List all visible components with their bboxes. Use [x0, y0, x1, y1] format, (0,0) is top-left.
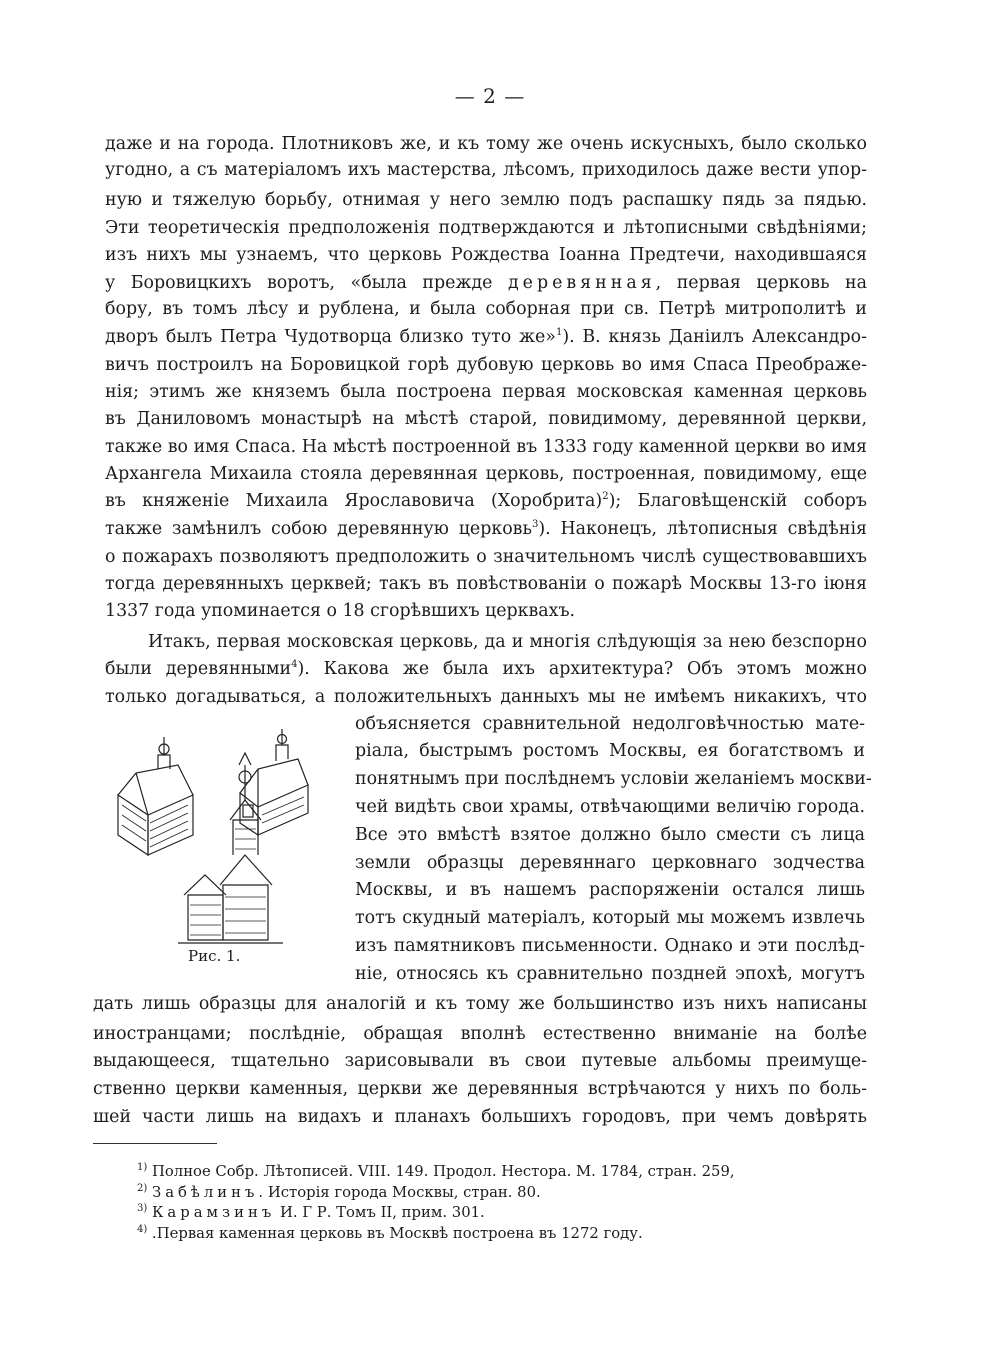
text-line: понятнымъ при послѣднемъ условіи желаніемъ москви- [355, 769, 872, 789]
footnote-mark: 3) [137, 1203, 148, 1215]
footnote-author: Забѣлинъ [151, 1184, 259, 1201]
church-a-drawing [118, 737, 193, 855]
text-segment: у Боровицкихъ воротъ, «была прежде [105, 273, 508, 293]
text-line: 1337 года упоминается о 18 сгорѣвшихъ церквахъ. [105, 601, 576, 621]
text-line: ніе, относясь къ сравнительно поздней эпохѣ, могутъ [355, 964, 865, 984]
text-segment: ); Благовѣщенскій соборъ [608, 491, 867, 511]
text-segment: также замѣнилъ собою деревянную церковь [105, 519, 532, 539]
text-line [105, 516, 867, 542]
text-line: земли образцы деревяннаго церковнаго зодчества [355, 853, 865, 873]
text-line: Архангела Михаила стояла деревянная церковь, построенная, повидимому, еще [105, 464, 867, 484]
text-line: въ Даниловомъ монастырѣ на мѣстѣ старой, повидимому, деревянной церкви, [105, 409, 867, 429]
footnote-mark: 2) [137, 1183, 148, 1195]
text-line: Итакъ, первая московская церковь, да и многія слѣдующія за нею безспорно [148, 632, 867, 652]
page-number: — 2 — [454, 84, 526, 108]
text-segment: , первая церковь на [655, 273, 868, 293]
text-line: вичъ построилъ на Боровицкой горѣ дубовую церковь во имя Спаса Преображе- [105, 355, 867, 375]
footnote-ref: 1 [555, 327, 563, 339]
text-line: только догадываться, а положительныхъ данныхъ мы не имѣемъ никакихъ, что [105, 687, 867, 707]
figure-wooden-churches [108, 725, 338, 975]
text-line: выдающееся, тщательно зарисовывали въ свои путевые альбомы преимуще- [93, 1051, 867, 1071]
text-line: Эти теоретическія предположенія подтверждаются и лѣтописными свѣдѣніями; [105, 218, 867, 238]
text-line: даже и на города. Плотниковъ же, и къ тому же очень искусныхъ, было сколько [105, 134, 867, 154]
footnote-text: . Исторія города Москвы, стран. 80. [258, 1184, 541, 1201]
footnote-mark: 4) [137, 1224, 148, 1236]
footnote-text: .Первая каменная церковь въ Москвѣ построена въ 1272 году. [151, 1225, 643, 1242]
text-line: бору, въ томъ лѣсу и рублена, и была соборная при св. Петрѣ митрополитѣ и [105, 299, 867, 319]
text-segment: въ княженіе Михаила Ярославовича (Хоробрита) [105, 491, 603, 511]
text-line: дать лишь образцы для аналогій и къ тому же большинство изъ нихъ написаны [93, 994, 867, 1014]
text-line: Все это вмѣстѣ взятое должно было смести съ лица [355, 825, 865, 845]
text-line: объясняется сравнительной недолговѣчностью мате- [355, 714, 865, 734]
footnote-mark: 1) [137, 1162, 148, 1174]
text-line: также во имя Спаса. На мѣстѣ построенной въ 1333 году каменной церкви во имя [105, 437, 867, 457]
text-line: о пожарахъ позволяютъ предположить о значительномъ числѣ существовавшихъ [105, 547, 867, 567]
text-line: тотъ скудный матеріалъ, который мы можемъ извлечь [355, 908, 865, 928]
footnote-separator [93, 1143, 217, 1144]
figure-caption: Рис. 1. [188, 947, 241, 965]
text-line: угодно, а съ матеріаломъ ихъ мастерства, лѣсомъ, приходилось даже вести упор- [105, 160, 867, 180]
wooden-church-illustration [108, 725, 338, 955]
footnote-ref: 4 [291, 659, 298, 671]
text-line: ственно церкви каменныя, церкви же деревянныя встрѣчаются у нихъ по боль- [93, 1079, 867, 1099]
footnote [137, 1182, 541, 1203]
footnote-text: Полное Собр. Лѣтописей. VIII. 149. Продол. Нестора. М. 1784, стран. 259, [151, 1163, 735, 1180]
church-b-drawing [240, 729, 308, 835]
footnote [137, 1223, 643, 1244]
footnote-ref: 3 [531, 519, 539, 531]
church-c-drawing [178, 753, 283, 943]
text-line: изъ нихъ мы узнаемъ, что церковь Рождества Іоанна Предтечи, находившаяся [105, 245, 867, 265]
text-segment: были деревянными [105, 659, 292, 679]
text-line: Москвы, и въ нашемъ распоряженіи остался лишь [355, 880, 865, 900]
text-segment: ). Наконецъ, лѣтописныя свѣдѣнія [538, 519, 867, 539]
footnote-ref: 2 [602, 491, 609, 503]
text-segment: ). В. князь Даніилъ Александро- [562, 327, 867, 347]
text-line [105, 656, 867, 682]
footnote-text: И. Г Р. Томъ II, прим. 301. [275, 1204, 485, 1221]
text-line: нія; этимъ же княземъ была построена первая московская каменная церковь [105, 382, 867, 402]
text-line [105, 488, 867, 514]
text-segment: дворъ былъ Петра Чудотворца близко туто же» [105, 327, 556, 347]
text-line: тогда деревянныхъ церквей; такъ въ повѣствованіи о пожарѣ Москвы 13-го іюня [105, 574, 867, 594]
footnote [137, 1202, 485, 1223]
spaced-word: деревянная [507, 273, 656, 293]
text-line: шей части лишь на видахъ и планахъ большихъ городовъ, при чемъ довѣрять [93, 1107, 867, 1127]
text-line: изъ памятниковъ письменности. Однако и эти послѣд- [355, 936, 865, 956]
footnote-author: Карамзинъ [151, 1204, 276, 1221]
footnote [137, 1161, 735, 1182]
text-line: чей видѣть свои храмы, отвѣчающими величію города. [355, 797, 865, 817]
text-line: иностранцами; послѣдніе, обращая вполнѣ естественно вниманіе на болѣе [93, 1024, 867, 1044]
text-line [105, 324, 867, 350]
text-segment: ). Какова же была ихъ архитектура? Объ этомъ можно [297, 659, 867, 679]
text-line [105, 270, 867, 296]
text-line: ную и тяжелую борьбу, отнимая у него землю подъ распашку пядь за пядью. [105, 190, 867, 210]
text-line: ріала, быстрымъ ростомъ Москвы, ея богатствомъ и [355, 741, 865, 761]
